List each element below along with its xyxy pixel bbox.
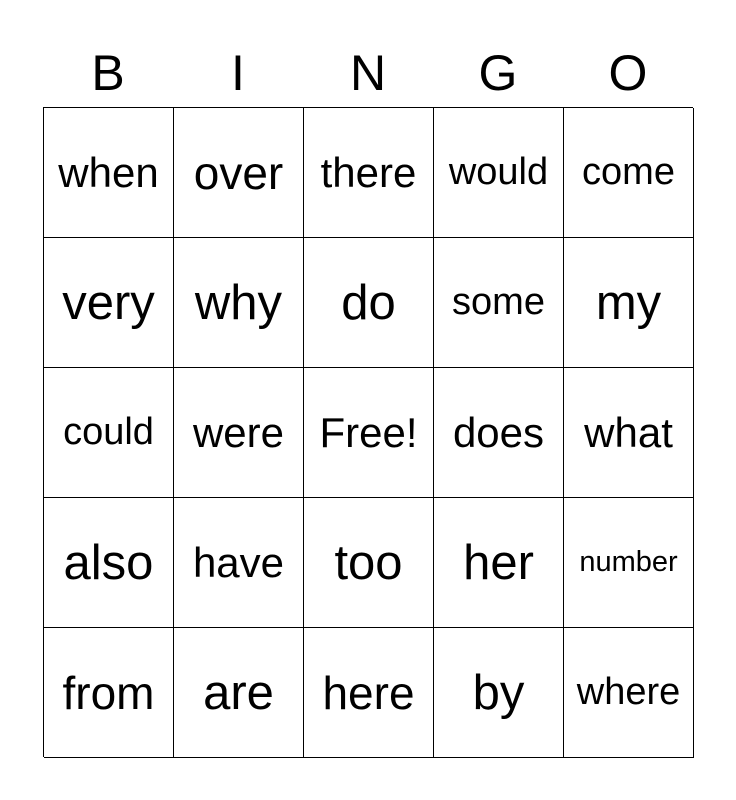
bingo-cell[interactable]: number: [564, 498, 694, 628]
bingo-cell[interactable]: over: [174, 108, 304, 238]
bingo-cell[interactable]: are: [174, 628, 304, 758]
bingo-cell[interactable]: her: [434, 498, 564, 628]
bingo-cell[interactable]: from: [44, 628, 174, 758]
bingo-cell[interactable]: does: [434, 368, 564, 498]
bingo-cell[interactable]: too: [304, 498, 434, 628]
bingo-cell[interactable]: some: [434, 238, 564, 368]
bingo-cell[interactable]: come: [564, 108, 694, 238]
bingo-cell[interactable]: would: [434, 108, 564, 238]
bingo-cell[interactable]: where: [564, 628, 694, 758]
header-letter-n: N: [349, 45, 387, 101]
header-letter-b: B: [91, 45, 125, 101]
bingo-cell[interactable]: there: [304, 108, 434, 238]
bingo-cell[interactable]: what: [564, 368, 694, 498]
bingo-header: [43, 40, 693, 106]
free-space-cell[interactable]: Free!: [304, 368, 434, 498]
bingo-cell[interactable]: when: [44, 108, 174, 238]
bingo-cell[interactable]: also: [44, 498, 174, 628]
header-letter-o: O: [608, 45, 648, 101]
bingo-board: [43, 107, 693, 757]
bingo-cell[interactable]: have: [174, 498, 304, 628]
header-letter-g: G: [478, 45, 518, 101]
bingo-cell[interactable]: why: [174, 238, 304, 368]
bingo-cell[interactable]: very: [44, 238, 174, 368]
bingo-cell[interactable]: by: [434, 628, 564, 758]
bingo-cell[interactable]: do: [304, 238, 434, 368]
bingo-cell[interactable]: were: [174, 368, 304, 498]
bingo-cell[interactable]: my: [564, 238, 694, 368]
bingo-cell[interactable]: here: [304, 628, 434, 758]
bingo-cell[interactable]: could: [44, 368, 174, 498]
header-letter-i: I: [231, 45, 245, 101]
